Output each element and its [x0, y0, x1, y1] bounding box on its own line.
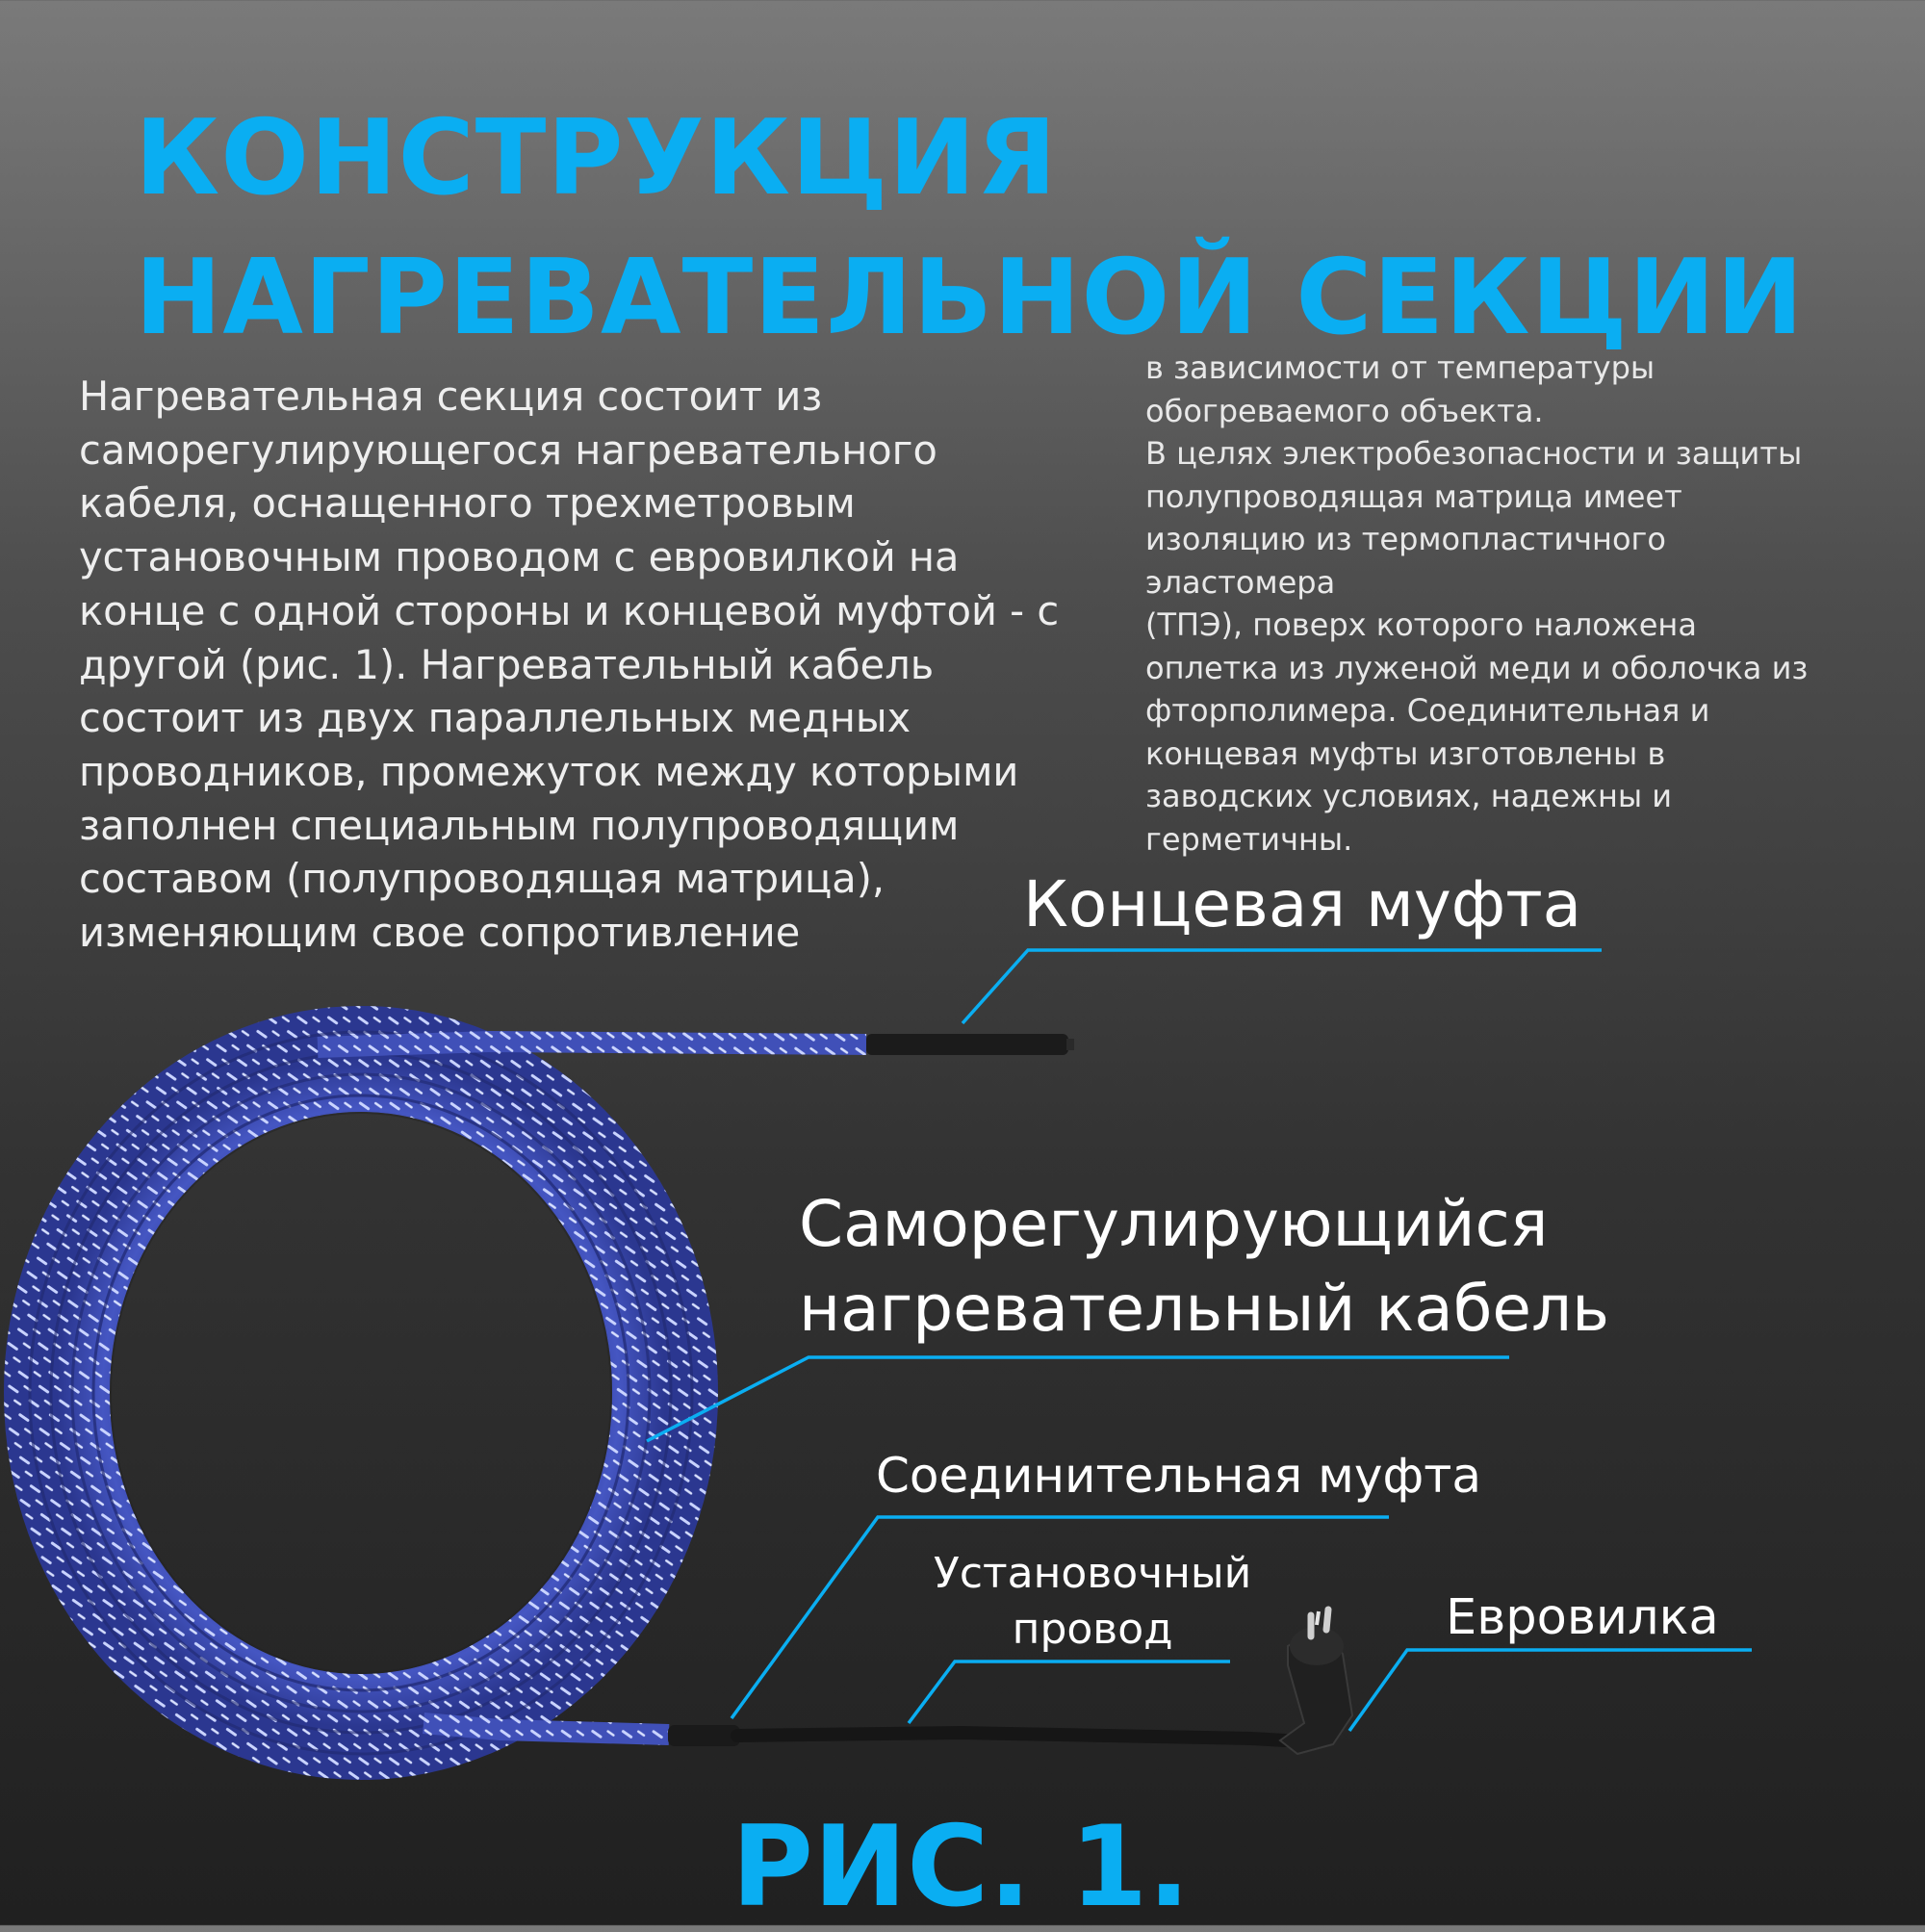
label-end-sleeve: Концевая муфта: [1023, 867, 1582, 941]
label-connecting-sleeve: Соединительная муфта: [876, 1448, 1481, 1504]
label-heating-cable: [799, 1182, 1609, 1352]
description-right: в зависимости от температуры обогреваемого объекта. В целях электробезопасности и защиты полупроводящая матрица имеет изоляцию из термопластичного эластомера (ТПЭ), поверх которого наложена оплетка из луженой меди и оболочка из фторполимера. Соединительная и концевая муфты изготовлены в заводских условиях, надежны и герметичны.: [1145, 349, 1809, 858]
label-euro-plug: Евровилка: [1446, 1589, 1719, 1646]
label-installation-wire-line-1: Установочный: [934, 1549, 1252, 1598]
label-installation-wire-line-2: провод: [1012, 1605, 1173, 1654]
label-installation-wire: [934, 1546, 1251, 1658]
end-sleeve: [866, 1034, 1068, 1055]
callout-end-sleeve: [962, 950, 1602, 1023]
label-heating-cable-line-1: Саморегулирующийся: [799, 1187, 1549, 1261]
connecting-sleeve: [668, 1725, 740, 1746]
callout-wire: [909, 1662, 1230, 1723]
title-line-1: КОНСТРУКЦИЯ: [135, 98, 1058, 219]
callout-plug: [1349, 1650, 1752, 1731]
description-left: Нагревательная секция состоит из саморегулирующегося нагревательного кабеля, оснащенного трехметровым установочным проводом с евровилкой на конце с одной стороны и концевой муфтой - с другой (рис. 1). Нагревательный кабель состоит из двух параллельных медных проводников, промежуток между которыми заполнен специальным полупроводящим составом (полупроводящая матрица), изменяющим свое сопротивление: [79, 373, 1060, 957]
callout-cable: [647, 1357, 1509, 1441]
end-sleeve-run: [318, 1034, 1074, 1055]
installation-wire: [737, 1733, 1285, 1740]
euro-plug-icon: [1280, 1610, 1352, 1754]
figure-label: РИС. 1.: [732, 1802, 1191, 1932]
title-line-2: НАГРЕВАТЕЛЬНОЙ СЕКЦИИ: [135, 238, 1805, 358]
connection-run: [424, 1723, 1285, 1746]
label-heating-cable-line-2: нагревательный кабель: [799, 1272, 1610, 1346]
cable-coil: [30, 1032, 692, 1754]
